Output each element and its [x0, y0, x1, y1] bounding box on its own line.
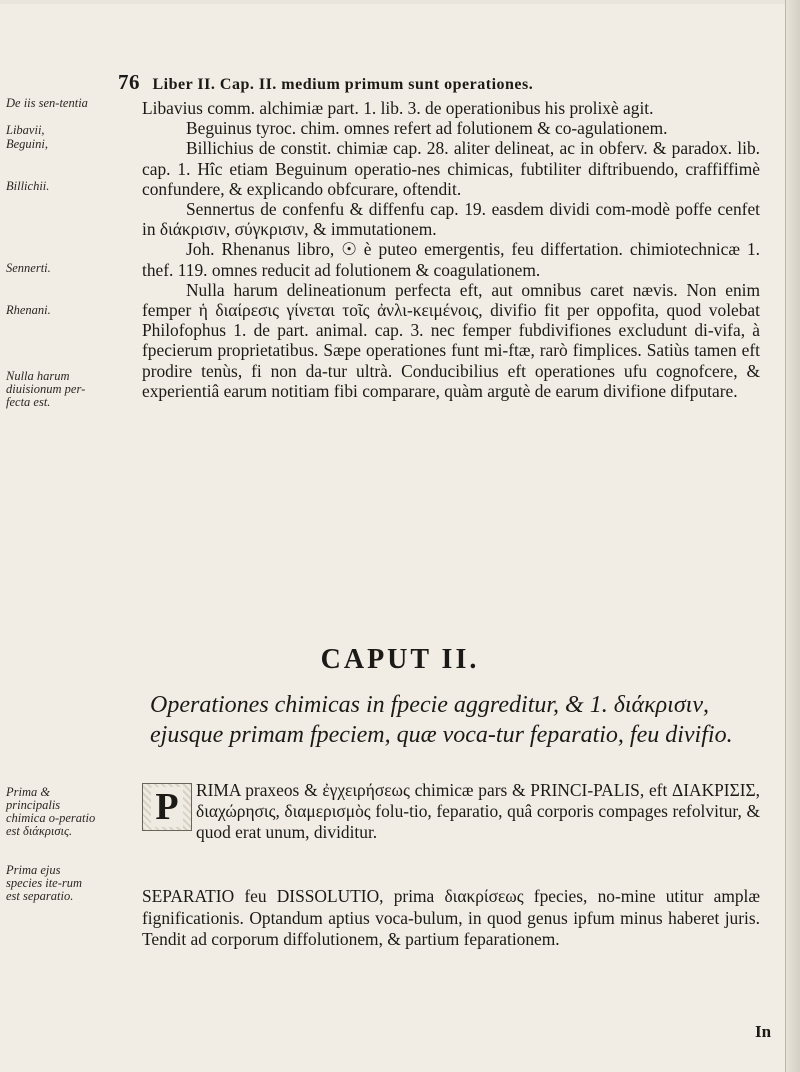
chapter-heading: CAPUT II. — [320, 644, 480, 675]
margin-note-libavii: Libavii, — [6, 123, 45, 137]
chapter-summary: Operationes chimicas in fpecie aggreditur, & 1. διάκρισιν, ejusque primam fpeciem, quæ voca-tur feparatio, feu divifio. — [150, 692, 733, 748]
initial-letter: P — [151, 787, 182, 827]
margin-note-nulla: Nulla harum diuisionum per-fecta est. — [6, 369, 86, 409]
page-top-edge — [0, 0, 800, 4]
margin-note-rhenani: Rhenani. — [6, 303, 51, 317]
paragraph-billichius: Billichius de constit. chimiæ cap. 28. aliter delineat, ac in obferv. & paradox. lib. cap. 1. Hîc etiam Beguinum operatio-nes chimicas, fubtiliter diftribuendo, craffiffimè confundere, & explicando obfcurare, oftendit. — [142, 138, 760, 199]
paragraph-prima: RIMA praxeos & ἐγχειρήσεως chimicæ pars & PRINCI-PALIS, eft ΔΙΑΚΡΙΣΙΣ, διαχώρησις, διαμερισμὸς folu-tio, feparatio, quâ corporis compages refolvitur, & quod erat unum, dividitur. — [196, 780, 760, 842]
paragraph-libavius: Libavius comm. alchimiæ part. 1. lib. 3. de operationibus his prolixè agit. — [142, 98, 654, 118]
running-head-title: Liber II. Cap. II. medium primum sunt operationes. — [152, 76, 534, 93]
paragraph-beguinus: Beguinus tyroc. chim. omnes refert ad folutionem & co-agulationem. — [186, 118, 668, 139]
margin-note-sennerti: Sennerti. — [6, 261, 51, 275]
margin-note-species: Prima ejus species ite-rum est separatio. — [6, 863, 83, 903]
margin-note-sententia: De iis sen-tentia — [6, 96, 88, 110]
paragraph-nulla: Nulla harum delineationum perfecta eft, aut omnibus caret nævis. Non enim femper ἡ διαίρεσις γίνεται τοῖς ἀνλι-κειμένοις, divifio fit per oppofita, quod volebat Philofophus 1. de part. animal. cap. 3. nec femper fubdivifiones excludunt di-vifa, à fpecierum proprietatibus. Sæpe operationes funt mi-ftæ, rarò fimplices. Satiùs tamen eft prodire tenùs, fi non da-tur ultrà. Conducibilius eft operationes ufu cognofcere, & experientiâ earum notitiam fibi comparare, quàm argutè de earum divifione difputare. — [142, 279, 760, 401]
paragraph-sennertus: Sennertus de confenfu & diffenfu cap. 19. easdem dividi com-modè poffe cenfet in διάκρισιν, σύγκρισιν, & immutationem. — [142, 199, 760, 240]
decorated-initial — [142, 783, 192, 831]
margin-note-prima: Prima & principalis chimica o-peratio est διάκρισις. — [6, 785, 96, 838]
catchword: In — [755, 1022, 772, 1041]
margin-note-beguini: Beguini, — [6, 137, 49, 151]
page-number: 76 — [118, 70, 140, 94]
running-head — [118, 70, 758, 95]
body-text — [142, 98, 760, 401]
page-right-edge — [785, 0, 800, 1072]
paragraph-rhenanus: Joh. Rhenanus libro, ☉ è puteo emergentis, feu differtation. chimiotechnicæ 1. thef. 119. omnes reducit ad folutionem & coagulationem. — [142, 239, 760, 280]
paragraph-separatio: SEPARATIO feu DISSOLUTIO, prima διακρίσεως fpecies, no-mine utitur amplæ fignificationis. Optandum aptius voca-bulum, in quod genus ipfum minus haberet juris. Tendit ad corporum diffolutionem, & partium feparationem. — [142, 886, 760, 949]
margin-note-billichii: Billichii. — [6, 179, 50, 193]
